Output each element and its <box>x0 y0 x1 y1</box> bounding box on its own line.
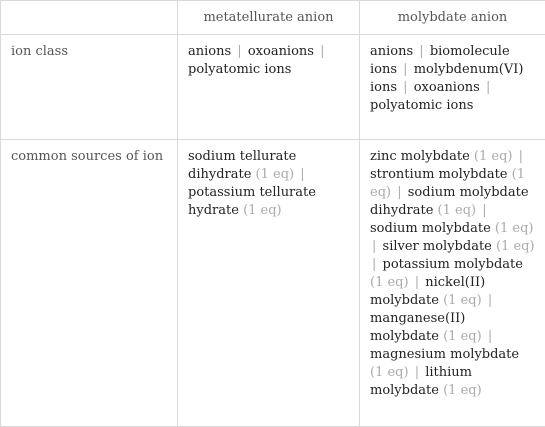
list-item: polyatomic ions <box>370 98 474 113</box>
header-row <box>1 1 545 35</box>
quantity-label: (1 eq) <box>370 167 525 200</box>
list-item: sodium molybdate dihydrate <box>370 185 529 218</box>
list-item: nickel(II) molybdate <box>370 275 486 308</box>
separator: | <box>300 167 305 182</box>
separator: | <box>237 44 242 59</box>
quantity-label: (1 eq) <box>370 275 409 290</box>
list-item: oxoanions <box>413 80 480 95</box>
cell-list <box>360 140 545 427</box>
header-metatellurate-anion: metatellurate anion <box>178 1 360 35</box>
quantity-label: (1 eq) <box>443 383 482 398</box>
separator: | <box>518 149 523 164</box>
list-item: sodium tellurate dihydrate <box>188 149 297 182</box>
quantity-label: (1 eq) <box>496 239 535 254</box>
list-item: oxoanions <box>247 44 314 59</box>
list-item: anions <box>370 44 414 59</box>
list-item: silver molybdate <box>382 239 492 254</box>
cell-list <box>178 35 360 140</box>
list-item: biomolecule ions <box>370 44 510 77</box>
list-item: magnesium molybdate <box>370 347 520 362</box>
row-label-ion-class: ion class <box>1 35 178 140</box>
table-row <box>1 140 545 427</box>
list-item: potassium tellurate hydrate <box>188 185 316 218</box>
quantity-label: (1 eq) <box>443 293 482 308</box>
separator: | <box>419 44 424 59</box>
quantity-label: (1 eq) <box>243 203 282 218</box>
separator: | <box>482 203 487 218</box>
list-item: polyatomic ions <box>188 62 292 77</box>
quantity-label: (1 eq) <box>370 365 409 380</box>
list-item: potassium molybdate <box>382 257 523 272</box>
separator: | <box>397 185 402 200</box>
quantity-label: (1 eq) <box>437 203 477 218</box>
cell-list <box>360 35 545 140</box>
separator: | <box>372 239 377 254</box>
list-item: sodium molybdate <box>370 221 491 236</box>
separator: | <box>414 275 420 290</box>
list-item: manganese(II) molybdate <box>370 311 466 344</box>
quantity-label: (1 eq) <box>473 149 513 164</box>
list-item: strontium molybdate <box>370 167 508 182</box>
separator: | <box>372 257 377 272</box>
list-item: lithium molybdate <box>370 365 473 398</box>
list-item: zinc molybdate <box>370 149 470 164</box>
separator: | <box>320 44 325 59</box>
quantity-label: (1 eq) <box>443 329 482 344</box>
separator: | <box>414 365 420 380</box>
separator: | <box>403 62 408 77</box>
quantity-label: (1 eq) <box>494 221 534 236</box>
header-empty-cell <box>1 1 178 35</box>
row-label-common-sources: common sources of ion <box>1 140 178 427</box>
quantity-label: (1 eq) <box>255 167 295 182</box>
separator: | <box>485 80 491 95</box>
list-item: anions <box>188 44 232 59</box>
table-row <box>1 35 545 140</box>
header-molybdate-anion: molybdate anion <box>360 1 545 35</box>
separator: | <box>403 80 408 95</box>
separator: | <box>487 329 493 344</box>
cell-list <box>178 140 360 427</box>
separator: | <box>487 293 493 308</box>
list-item: molybdenum(VI) ions <box>370 62 524 95</box>
